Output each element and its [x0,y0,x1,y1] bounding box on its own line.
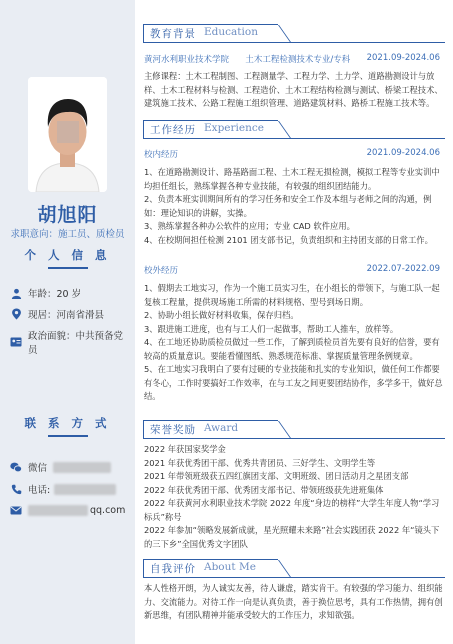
experience-title-en: Experience [204,122,264,134]
award-header [140,420,445,440]
person-name: 胡旭阳 [37,204,98,226]
experience-title: 校外经历 [144,266,179,276]
campus-experience-list [144,166,444,247]
experience-line: 3、跟进施工进度，也有与工人们一起做事，帮助工人推车，放样等。 [144,323,399,334]
school-name: 黄河水利职业技术学院 [144,55,230,65]
award-item: 2022 年参加“领略发展新成就，星光照耀未来路”社会实践团获 2022 年“镜头下的三下乡”全国优秀文字团队 [144,525,440,549]
personal-info-heading [0,247,135,269]
person-icon [10,287,22,299]
major-name: 土木工程检测技术专业/专科 [245,55,351,65]
experience-line: 1、在道路勘测设计、路基路面工程、土木工程无损检测，模拟工程等专业实训中均担任组长，熟练掌握各种专业技能，有较强的组织团结能力。 [144,167,440,191]
education-title-en: Education [204,26,258,38]
experience-header [140,120,445,140]
main-content [135,0,453,644]
experience-line: 4、在工地还协助质检员做过一些工作，了解到质检员首先要有良好的信誉，要有较高的质量意识。要能看懂图纸、熟悉规范标准、掌握质量管理条例规章。 [144,337,440,361]
experience-line: 1、假期去工地实习，作为一个施工员实习生，在小组长的带领下，与施工队一起复核工程量，提供现场施工所需的材料规格、型号到场日期。 [144,283,440,307]
education-header [140,24,445,44]
award-item: 2021 年带领班级获五四红旗团支部、文明班级、团日活动月之星团支部 [144,471,409,481]
award-item: 2022 年获优秀团干部、优秀团支部书记、带领班级获先进班集体 [144,484,384,495]
contact-heading [0,415,135,437]
contact-title: 联 系 方 式 [24,416,111,430]
about-title-cn: 自我评价 [150,563,196,575]
about-text: 本人性格开朗，为人诚实友善，待人谦虚，踏实肯干。有较强的学习能力、组织能力、交流能力。对待工作一向是认真负责，善于换位思考，具有工作热情，拥有创新思维，有团队精神并能承受较大的工作压力，求知欲强。 [144,583,443,620]
section-rule [143,138,445,139]
phone-value-redacted [54,484,116,495]
experience-title: 校内经历 [144,150,179,160]
experience-period: 2021.09-2024.06 [366,148,440,158]
politics-row [10,328,132,356]
about-header [140,559,445,579]
courses-text: 主修课程：土木工程制图、工程测量学、工程力学、土力学、道路勘测设计与放样、土木工程材料与检测、工程造价、土木工程结构检测与测试、桥梁工程技术、建筑施工技术、公路工程施工组织管理、道路建筑材料、路桥工程施工技术等。 [144,71,443,108]
email-suffix: qq.com [90,504,126,516]
phone-icon [10,483,22,495]
experience-row-campus [144,148,440,160]
award-item: 2022 年获国家奖学金 [144,444,226,454]
location-row [10,307,132,321]
experience-line: 2、负责本班实训期间所有的学习任务和安全工作及本组与老师之间的沟通，例如：理论知识的讲解，实操。 [144,194,432,218]
education-title-cn: 教育背景 [150,28,196,40]
experience-line: 4、在校期间担任检测 2101 团支部书记，负责组织和主持团支部的日常工作。 [144,234,433,245]
sidebar [0,0,135,644]
experience-row-offcampus [144,264,440,276]
personal-info-title: 个 人 信 息 [24,248,111,262]
award-title-cn: 荣誉奖励 [150,424,196,436]
experience-line: 2、协助小组长做好材料收集，保存归档。 [144,310,299,320]
email-icon [10,504,22,516]
about-title-en: About Me [204,561,256,573]
offcampus-experience-list [144,282,444,404]
award-item: 2022 年获黄河水利职业技术学院 2022 年度“身边的榜样”大学生年度人物“学习标兵”称号 [144,498,440,522]
section-rule [143,438,445,439]
phone-label: 电话: [28,485,51,496]
email-row [10,504,132,516]
experience-title-cn: 工作经历 [150,124,196,136]
section-rule [143,577,445,578]
location-text: 现居：河南省滑县 [28,310,105,321]
id-card-icon [10,336,22,348]
politics-text: 政治面貌：中共预备党员 [28,331,124,356]
wechat-row [10,460,132,474]
heading-underline [48,267,88,269]
award-item: 2021 年获优秀团干部、优秀共青团员、三好学生、文明学生等 [144,457,376,468]
section-rule [143,42,445,43]
experience-period: 2022.07-2022.09 [366,264,440,274]
age-row [10,286,132,300]
experience-line: 3、熟练掌握各种办公软件的应用；专业 CAD 软件应用。 [144,221,355,231]
heading-underline [48,435,88,437]
education-period: 2021.09-2024.06 [366,53,440,63]
age-text: 年龄：20 岁 [28,289,82,300]
location-pin-icon [10,308,22,320]
award-list [144,443,444,551]
education-row [144,53,440,65]
wechat-icon [10,461,22,473]
award-title-en: Award [204,422,239,434]
experience-line: 5、在工地实习我明白了要有过硬的专业技能和扎实的专业知识，做任何工作都要有冬心，工作时要搞好工作效率，在与工友之间更要团结协作，多学多干，做好总结。 [144,364,443,401]
email-value-redacted [28,505,88,516]
wechat-label: 微信 [28,463,48,474]
job-intent: 求职意向：施工员、质检员 [10,229,125,240]
profile-photo [28,77,107,192]
wechat-value-redacted [53,462,111,473]
phone-row [10,482,132,496]
